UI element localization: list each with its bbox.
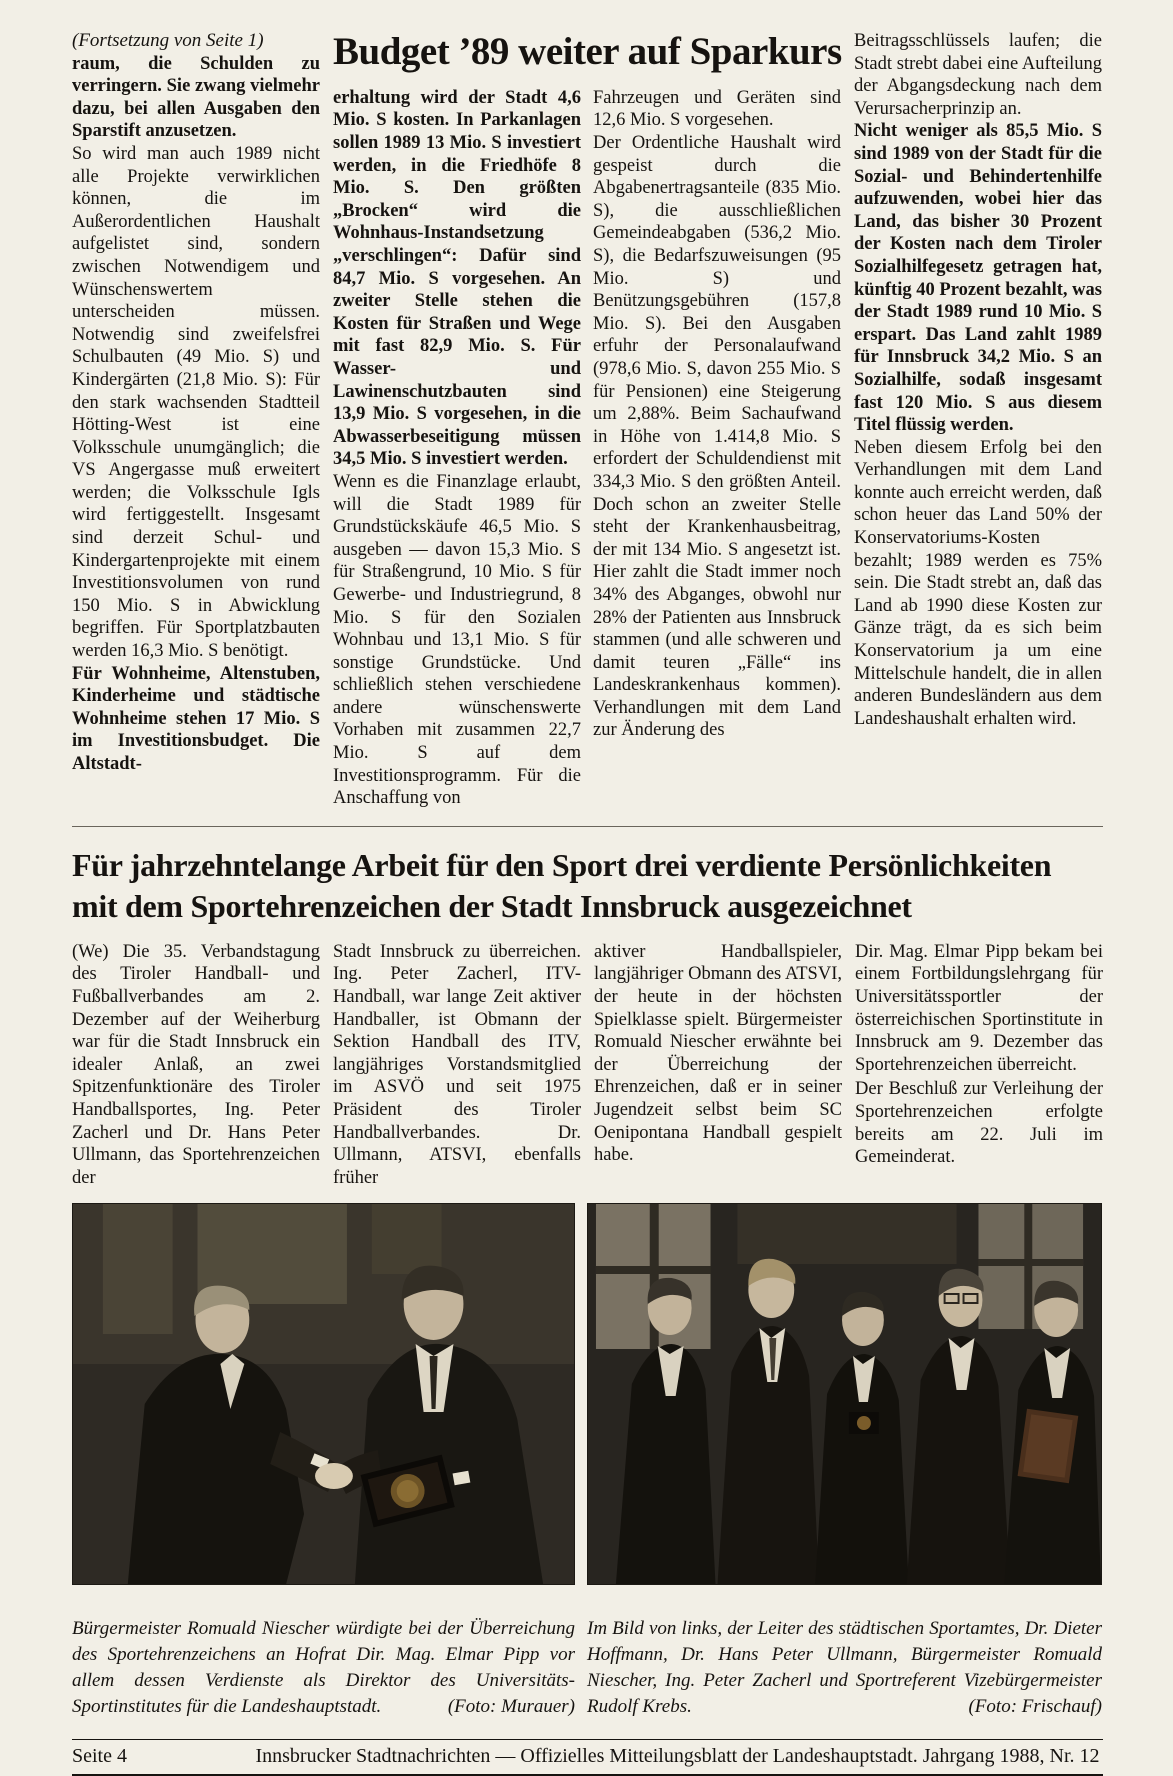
budget-article-middle xyxy=(333,30,841,810)
left-photo-caption xyxy=(72,1616,575,1720)
budget-article xyxy=(72,30,1103,810)
budget-column-1 xyxy=(72,30,320,776)
sport-headline xyxy=(72,845,1103,927)
sport-article xyxy=(72,837,1103,1189)
paragraph: Der Beschluß zur Verleihung der Sportehrenzeichen erfolgte bereits am 22. Juli im Gemeinderat. xyxy=(855,1079,1103,1168)
paragraph: Dir. Mag. Elmar Pipp bekam bei einem Fortbildungslehrgang für Universitätssportler der österreichischen Sportinstitute in Innsbruck am 9. Dezember das Sportehrenzeichen überreicht. xyxy=(855,941,1103,1075)
sport-column-3 xyxy=(594,941,842,1167)
right-photo-caption xyxy=(587,1616,1102,1720)
paragraph: Wenn es die Finanzlage erlaubt, will die Stadt 1989 für Grundstückskäufe 46,5 Mio. S ausgeben — davon 15,3 Mio. S für Straßengrund, 10 Mio. S für Gewerbe- und Industriegrund, 8 Mio. S für den Sozialen Wohnbau und 13,1 Mio. S für sonstige Grundstücke. Und schließlich stehen verschiedene andere wünschenswerte Vorhaben mit zusammen 22,7 Mio. S auf dem Investitionsprogramm. Für die Anschaffung von xyxy=(333,471,581,809)
budget-column-2 xyxy=(333,87,581,810)
left-caption-text: Bürgermeister Romuald Niescher würdigte bei der Überreichung des Sportehrenzeichens an Hofrat Dir. Mag. Elmar Pipp vor allem dessen Verdienste als Direktor des Universitäts-Sportinstitutes für die Landeshauptstadt. xyxy=(72,1618,575,1718)
page-footer xyxy=(72,1739,1103,1776)
paragraph: (We) Die 35. Verbandstagung des Tiroler Handball- und Fußballverbandes am 2. Dezember auf der Weiherburg war für die Stadt Innsbruck ein idealer Anlaß, an zwei Spitzenfunktionäre des Tiroler Handballsportes, Ing. Peter Zacherl und Dr. Hans Peter Ullmann, das Sportehrenzeichen der xyxy=(72,941,320,1188)
sport-headline-line1: Für jahrzehntelange Arbeit für den Sport drei verdiente Persönlichkeiten xyxy=(72,846,1052,883)
page-number: Seite 4 xyxy=(72,1745,127,1768)
paragraph: raum, die Schulden zu verringern. Sie zwang vielmehr dazu, bei allen Ausgaben den Sparstift anzusetzen. xyxy=(72,53,320,142)
right-photo-credit: (Foto: Frischauf) xyxy=(968,1696,1102,1718)
sport-column-2 xyxy=(333,941,581,1190)
group-ceremony-photo xyxy=(587,1203,1102,1585)
paragraph: aktiver Handballspieler, langjähriger Obmann des ATSVI, der heute in der höchsten Spielklasse spielt. Bürgermeister Romuald Niescher erwähnte bei der Überreichung der Ehrenzeichen, daß er in seiner Jugendzeit selbst beim SC Oenipontana Handball gespielt habe. xyxy=(594,941,842,1166)
paragraph: (Fortsetzung von Seite 1) xyxy=(72,30,264,51)
masthead-line: Innsbrucker Stadtnachrichten — Offizielles Mitteilungsblatt der Landeshauptstadt. Jahrgang 1988, Nr. 12 xyxy=(255,1745,1100,1768)
paragraph: Neben diesem Erfolg bei den Verhandlungen mit dem Land konnte auch erreicht werden, daß schon heuer das Land 50% der Konservatoriums-Kosten bezahlt; 1989 werden es 75% sein. Die Stadt strebt an, daß das Land ab 1990 diese Kosten zur Gänze trägt, da es sich beim Konservatorium ja um eine Mittelschule handelt, die in allen anderen Bundesländern aus dem Landeshaushalt erhalten wird. xyxy=(854,437,1102,729)
caption-row xyxy=(72,1597,1103,1739)
paragraph: Fahrzeugen und Geräten sind 12,6 Mio. S vorgesehen. xyxy=(593,87,841,131)
left-photo-credit: (Foto: Murauer) xyxy=(447,1696,575,1718)
budget-headline: Budget ’89 weiter auf Sparkurs xyxy=(333,30,842,73)
budget-column-4 xyxy=(854,30,1102,730)
paragraph: Für Wohnheime, Altenstuben, Kinderheime und städtische Wohnheime stehen 17 Mio. S im Investitionsbudget. Die Altstadt- xyxy=(72,663,320,774)
paragraph: Beitragsschlüssels laufen; die Stadt strebt dabei eine Aufteilung der Abgangsdeckung nach dem Verursacherprinzip an. xyxy=(854,31,1102,119)
sport-headline-line2: mit dem Sportehrenzeichen der Stadt Innsbruck ausgezeichnet xyxy=(72,887,912,924)
paragraph: So wird man auch 1989 nicht alle Projekte verwirklichen können, die im Außerordentlichen Haushalt aufgelistet sind, sondern zwischen Notwendigem und Wünschenswertem unterscheiden müssen. Notwendig sind zweifelsfrei Schulbauten (49 Mio. S) und Kindergärten (21,8 Mio. S): Für den stark wachsenden Stadtteil Hötting-West ist eine Volksschule unumgänglich; die VS Angergasse muß erweitert werden; die Volksschule Igls wird fertiggestellt. Insgesamt sind derzeit Schul- und Kindergartenprojekte mit einem Investitionsvolumen von rund 150 Mio. S in Abwicklung begriffen. Für Sportplatzbauten werden 16,3 Mio. S benötigt. xyxy=(72,143,320,662)
paragraph: erhaltung wird der Stadt 4,6 Mio. S kosten. In Parkanlagen sollen 1989 13 Mio. S investiert werden, in die Friedhöfe 8 Mio. S. Den größten „Brocken“ wird die Wohnhaus-Instandsetzung „verschlingen“: Dafür sind 84,7 Mio. S vorgesehen. An zweiter Stelle stehen die Kosten für Straßen und Wege mit fast 82,9 Mio. S. Für Wasser- und Lawinenschutzbauten sind 13,9 Mio. S vorgesehen, in die Abwasserbeseitigung müssen 34,5 Mio. S investiert werden. xyxy=(333,87,581,470)
right-caption-text: Im Bild von links, der Leiter des städtischen Sportamtes, Dr. Dieter Hoffmann, Dr. Hans Peter Ullmann, Bürgermeister Romuald Niescher, Ing. Peter Zacherl und Sportreferent Vizebürgermeister Rudolf Krebs. xyxy=(587,1618,1102,1718)
paragraph: Der Ordentliche Haushalt wird gespeist durch die Abgabenertragsanteile (835 Mio. S), die ausschließlichen Gemeindeabgaben (536,2 Mio. S), die Bedarfszuweisungen (95 Mio. S) und Benützungsgebühren (157,8 Mio. S). Bei den Ausgaben erfuhr der Personalaufwand (978,6 Mio. S, davon 255 Mio. S für Pensionen) eine Steigerung um 2,88%. Beim Sachaufwand in Höhe von 1.414,8 Mio. S erfordert der Schuldendienst mit 334,3 Mio. S den größten Anteil. Doch schon an zweiter Stelle steht der Krankenhausbeitrag, der mit 134 Mio. S angesetzt ist. Hier zahlt die Stadt immer noch 34% des Abganges, obwohl nur 28% der Patienten aus Innsbruck stammen (und alle schweren und damit teuren „Fälle“ ins Landeskrankenhaus kommen). Verhandlungen mit dem Land zur Änderung des xyxy=(593,133,841,741)
sport-column-4 xyxy=(855,941,1103,1169)
photo-row xyxy=(72,1203,1103,1585)
story-divider-rule xyxy=(72,826,1103,827)
paragraph: Nicht weniger als 85,5 Mio. S sind 1989 von der Stadt für die Sozial- und Behindertenhilfe aufzuwenden, wobei hier das Land, das bisher 30 Prozent der Kosten nach dem Tiroler Sozialhilfegesetz getragen hat, künftig 40 Prozent bezahlt, was der Stadt 1989 rund 10 Mio. S erspart. Das Land zahlt 1989 für Innsbruck 34,2 Mio. S an Sozialhilfe, sodaß insgesamt fast 120 Mio. S aus diesem Titel flüssig werden. xyxy=(854,121,1102,436)
sport-column-1 xyxy=(72,941,320,1190)
budget-column-3 xyxy=(593,87,841,742)
paragraph: Stadt Innsbruck zu überreichen. Ing. Peter Zacherl, ITV-Handball, war lange Zeit aktiver Handballer, ist Obmann der Sektion Handball des ITV, langjähriges Vorstandsmitglied im ASVÖ und seit 1975 Präsident des Tiroler Handballverbandes. Dr. Ullmann, ATSVI, ebenfalls früher xyxy=(333,941,581,1188)
handshake-award-photo xyxy=(72,1203,575,1585)
